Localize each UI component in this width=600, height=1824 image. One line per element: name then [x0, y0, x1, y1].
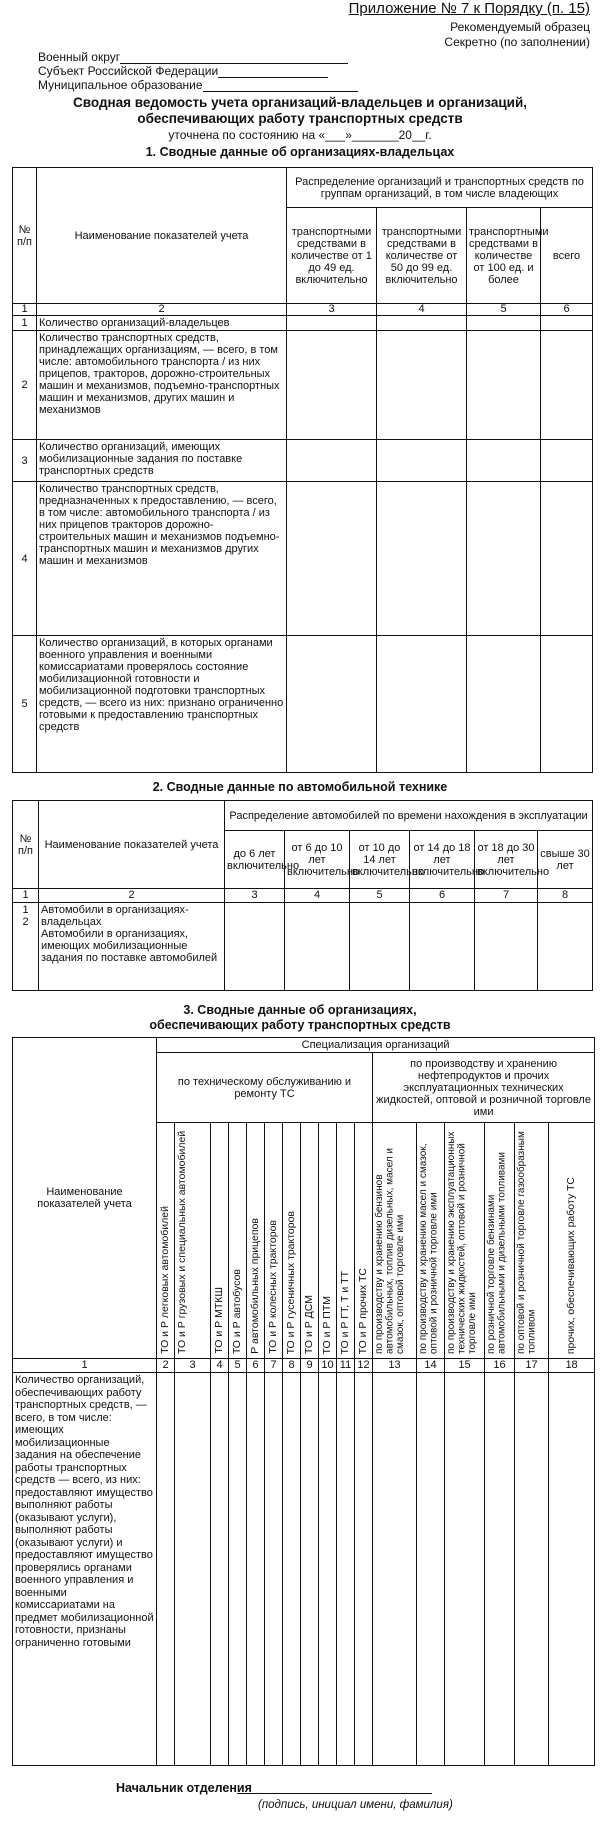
value-cell[interactable] [377, 316, 467, 331]
value-cell[interactable] [541, 440, 593, 482]
s2-num: 4 [285, 889, 350, 903]
table-row [13, 636, 593, 773]
section2-table [12, 800, 593, 991]
value-cell[interactable] [467, 316, 541, 331]
s1-num: 6 [541, 304, 593, 316]
s3-num: 11 [337, 1359, 355, 1373]
s1-num: 4 [377, 304, 467, 316]
s3-num: 15 [445, 1359, 485, 1373]
subject-field [38, 64, 328, 78]
s2-num: 2 [39, 889, 225, 903]
s3-col: ТО и Р прочих ТС [355, 1123, 373, 1359]
value-cell[interactable] [538, 903, 593, 991]
district-line[interactable] [120, 52, 348, 64]
s2-num: 8 [538, 889, 593, 903]
s1-num: 5 [467, 304, 541, 316]
s3-num: 7 [265, 1359, 283, 1373]
value-cell[interactable] [549, 1373, 595, 1766]
value-cell[interactable] [445, 1373, 485, 1766]
s3-num: 8 [283, 1359, 301, 1373]
value-cell[interactable] [287, 440, 377, 482]
municipal-field [38, 78, 358, 92]
value-cell[interactable] [485, 1373, 515, 1766]
s3-num: 1 [13, 1359, 157, 1373]
value-cell[interactable] [350, 903, 410, 991]
s2-num: 6 [410, 889, 475, 903]
s3-col: по розничной торговле бензинами автомобильными и дизельными топливами [485, 1123, 515, 1359]
value-cell[interactable] [377, 482, 467, 636]
value-cell[interactable] [541, 482, 593, 636]
s2-num: 5 [350, 889, 410, 903]
row-number: 3 [13, 440, 37, 482]
section2-title: 2. Сводные данные по автомобильной технике [152, 780, 448, 794]
table-row [13, 1373, 595, 1766]
value-cell[interactable] [515, 1373, 549, 1766]
s1-num: 1 [13, 304, 37, 316]
s3-col: Р автомобильных прицепов [247, 1123, 265, 1359]
section1-title: 1. Сводные данные об организациях-владельцах [145, 145, 455, 159]
value-cell[interactable] [541, 316, 593, 331]
value-cell[interactable] [287, 316, 377, 331]
subject-line[interactable] [218, 66, 328, 78]
s3-num: 16 [485, 1359, 515, 1373]
value-cell[interactable] [157, 1373, 175, 1766]
s3-col: ТО и Р ДСМ [301, 1123, 319, 1359]
s2-num: 3 [225, 889, 285, 903]
appendix-label: Приложение № 7 к Порядку (п. 15) [348, 0, 590, 17]
value-cell[interactable] [319, 1373, 337, 1766]
value-cell[interactable] [467, 636, 541, 773]
s3-num: 4 [211, 1359, 229, 1373]
s3-num: 2 [157, 1359, 175, 1373]
s2-col: до 6 лет включительно [225, 831, 285, 889]
value-cell[interactable] [265, 1373, 283, 1766]
s2-num: 1 [13, 889, 39, 903]
s1-num: 3 [287, 304, 377, 316]
s1-col-total: всего [541, 208, 593, 304]
s3-num: 3 [175, 1359, 211, 1373]
row-label: Количество транспортных средств, принадлежащих организациям, — всего, в том числе: автомобильного транспорта / из них прицепов, тракторов, дорожно-строительных машин и механизмов, подъемно-транспортных машин и механизмов, других машин и механизмов [37, 331, 287, 440]
s3-num: 12 [355, 1359, 373, 1373]
s3-head-name: Наименование показателей учета [13, 1038, 157, 1359]
section3-title-line2: обеспечивающих работу транспортных средств [149, 1018, 451, 1032]
s2-col: от 6 до 10 лет включительно [285, 831, 350, 889]
municipal-line[interactable] [203, 80, 358, 92]
s3-col: ТО и Р гусеничных тракторов [283, 1123, 301, 1359]
s3-num: 6 [247, 1359, 265, 1373]
signature-line[interactable] [237, 1793, 432, 1794]
value-cell[interactable] [287, 482, 377, 636]
s2-col: свыше 30 лет [538, 831, 593, 889]
value-cell[interactable] [225, 903, 285, 991]
sample-label: Рекомендуемый образец [450, 20, 590, 34]
value-cell[interactable] [175, 1373, 211, 1766]
s3-head-spec: Специализация организаций [157, 1038, 595, 1053]
value-cell[interactable] [377, 636, 467, 773]
s3-head-service: по техническому обслуживанию и ремонту ТС [157, 1053, 373, 1123]
s3-col: ТО и Р автобусов [229, 1123, 247, 1359]
table-row [13, 440, 593, 482]
row-number: 2 [13, 331, 37, 440]
value-cell[interactable] [283, 1373, 301, 1766]
row-number: 1 [13, 316, 37, 331]
updated-date: уточнена по состоянию на «___»_______20__г. [168, 128, 432, 142]
value-cell[interactable] [541, 331, 593, 440]
s3-num: 5 [229, 1359, 247, 1373]
s1-head-name: Наименование показателей учета [37, 168, 287, 304]
row-number: 1 2 [13, 903, 39, 991]
value-cell[interactable] [287, 636, 377, 773]
table-row [13, 482, 593, 636]
municipal-label: Муниципальное образование [38, 78, 203, 92]
value-cell[interactable] [467, 482, 541, 636]
s2-col: от 18 до 30 лет включительно [475, 831, 538, 889]
s1-col-100: транспортными средствами в количестве от 100 ед. и более [467, 208, 541, 304]
row-label: Количество транспортных средств, предназначенных к предоставлению, — всего, в том числе: автомобильного транспорта / из них прицепов тракторов дорожно-строительных машин и механизмов подъемно-транспортных машин и механизмов других машин и механизмов [37, 482, 287, 636]
s3-col: по производству и хранению эксплуатационных технических жидкостей, оптовой и розничной торговле ими [445, 1123, 485, 1359]
s3-col: ТО и Р МТКШ [211, 1123, 229, 1359]
s2-head-no: № п/п [13, 801, 39, 889]
value-cell[interactable] [467, 331, 541, 440]
s3-col: ТО и Р ПТМ [319, 1123, 337, 1359]
s2-head-dist: Распределение автомобилей по времени нахождения в эксплуатации [225, 801, 593, 831]
value-cell[interactable] [410, 903, 475, 991]
s2-num: 7 [475, 889, 538, 903]
value-cell[interactable] [301, 1373, 319, 1766]
section1-table [12, 167, 593, 773]
s3-col: по производству и хранению масел и смазок, оптовой и розничной торговле ими [417, 1123, 445, 1359]
section3-title-line1: 3. Сводные данные об организациях, [183, 1003, 417, 1017]
s3-head-fuel: по производству и хранению нефтепродуктов и прочих эксплуатационных технических жидкостей, оптовой и розничной торговле ими [373, 1053, 595, 1123]
s3-num: 14 [417, 1359, 445, 1373]
row-label: Автомобили в организациях-владельцах Автомобили в организациях, имеющих мобилизационные задания по поставке автомобилей [39, 903, 225, 991]
signature-note: (подпись, инициал имени, фамилия) [258, 1799, 453, 1811]
value-cell[interactable] [229, 1373, 247, 1766]
value-cell[interactable] [247, 1373, 265, 1766]
s2-head-name: Наименование показателей учета [39, 801, 225, 889]
s2-col: от 10 до 14 лет включительно [350, 831, 410, 889]
district-label: Военный округ [38, 50, 121, 64]
value-cell[interactable] [287, 331, 377, 440]
value-cell[interactable] [377, 440, 467, 482]
value-cell[interactable] [377, 331, 467, 440]
s1-num: 2 [37, 304, 287, 316]
footer-head-label: Начальник отделения [116, 1781, 252, 1795]
s3-num: 17 [515, 1359, 549, 1373]
district-field [38, 50, 348, 64]
section3-table [12, 1037, 595, 1766]
s3-num: 18 [549, 1359, 595, 1373]
s2-col: от 14 до 18 лет включительно [410, 831, 475, 889]
doc-title-line2: обеспечивающих работу транспортных средств [137, 111, 463, 126]
subject-label: Субъект Российской Федерации [38, 64, 219, 78]
value-cell[interactable] [285, 903, 350, 991]
row-label: Количество организаций, в которых органами военного управления и военными комиссариатами проверялось состояние мобилизационной готовности и мобилизационной подготовки транспортных средств, — всего из них: признано ограниченно готовыми к предоставлению транспортных средств [37, 636, 287, 773]
s3-num: 13 [373, 1359, 417, 1373]
s3-col: прочих, обеспечивающих работу ТС [549, 1123, 595, 1359]
s3-col: по производству и хранению бензинов автомобильных, топлив дизельных, масел и смазок, оптовой торговле ими [373, 1123, 417, 1359]
s3-col: ТО и Р грузовых и специальных автомобилей [175, 1123, 211, 1359]
table-row [13, 331, 593, 440]
value-cell[interactable] [467, 440, 541, 482]
row-number: 5 [13, 636, 37, 773]
row-label: Количество организаций, обеспечивающих работу транспортных средств, — всего, в том числе: имеющих мобилизационные задания на обеспечение работы транспортных средств — всего, из них: предоставляют имущество выполняют работы (оказывают услуги), выполняют работы (оказывают услуги) и предоставляют имущество проверялись органами военного управления и военными комиссариатами на предмет мобилизационной готовности, признаны ограниченно готовыми [13, 1373, 157, 1766]
s3-col: ТО и Р легковых автомобилей [157, 1123, 175, 1359]
table-row [13, 316, 593, 331]
s3-col: по оптовой и розничной торговле газообразным топливом [515, 1123, 549, 1359]
row-label: Количество организаций, имеющих мобилизационные задания по поставке транспортных средств [37, 440, 287, 482]
secret-label: Секретно (по заполнении) [444, 35, 590, 49]
table-row [13, 903, 593, 991]
s1-col-50-99: транспортными средствами в количестве от 50 до 99 ед. включительно [377, 208, 467, 304]
value-cell[interactable] [417, 1373, 445, 1766]
s1-col-1-49: транспортными средствами в количестве от 1 до 49 ед. включительно [287, 208, 377, 304]
s3-num: 9 [301, 1359, 319, 1373]
value-cell[interactable] [475, 903, 538, 991]
s1-head-no: № п/п [13, 168, 37, 304]
row-number: 4 [13, 482, 37, 636]
s3-col: ТО и Р колесных тракторов [265, 1123, 283, 1359]
value-cell[interactable] [211, 1373, 229, 1766]
s3-col: ТО и Р ГТ, Т и ТТ [337, 1123, 355, 1359]
doc-title-line1: Сводная ведомость учета организаций-владельцев и организаций, [73, 95, 527, 110]
value-cell[interactable] [355, 1373, 373, 1766]
value-cell[interactable] [337, 1373, 355, 1766]
s3-num: 10 [319, 1359, 337, 1373]
s1-head-dist: Распределение организаций и транспортных средств по группам организаций, в том числе владеющих [287, 168, 593, 208]
value-cell[interactable] [541, 636, 593, 773]
value-cell[interactable] [373, 1373, 417, 1766]
row-label: Количество организаций-владельцев [37, 316, 287, 331]
